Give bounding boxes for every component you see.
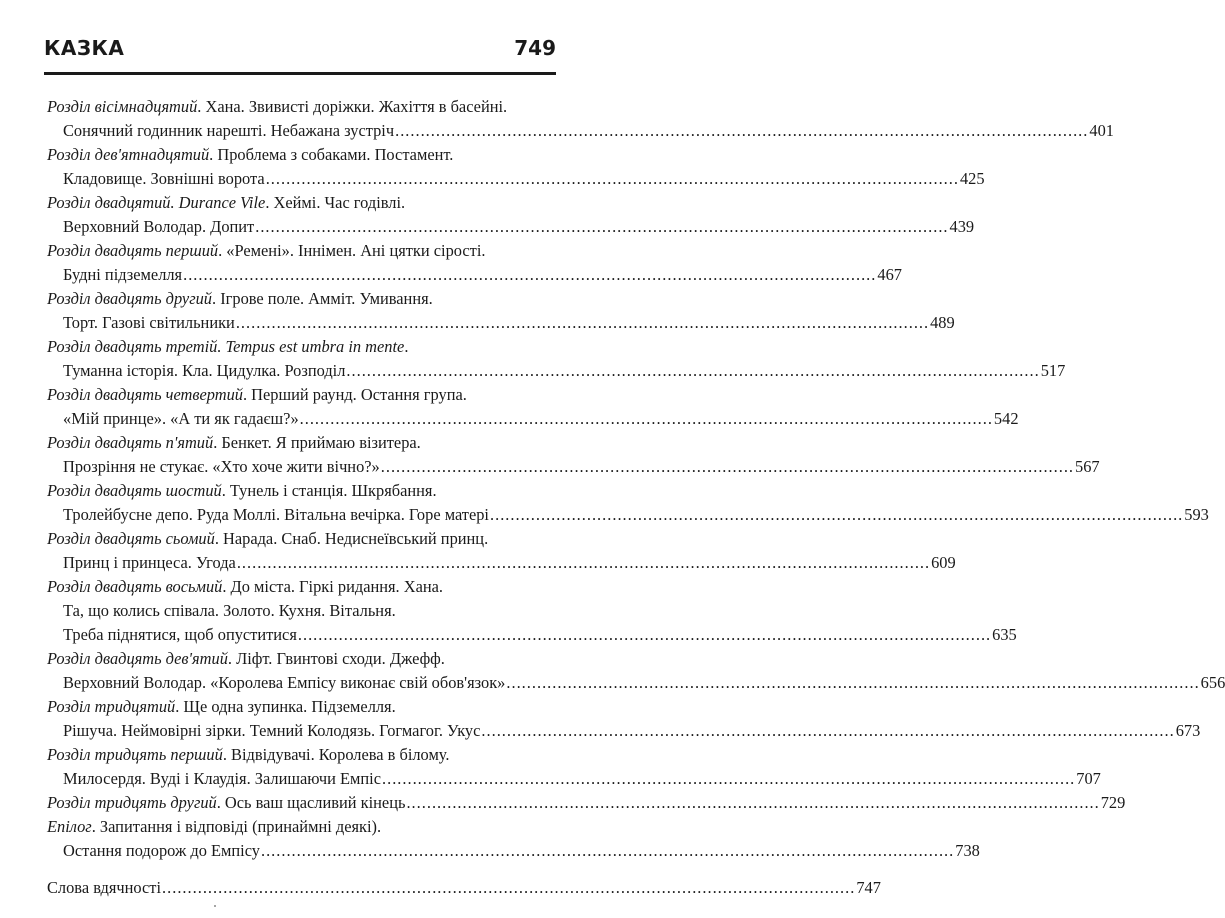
chapter-summary: . Хана. Звивисті доріжки. Жахіття в басейні. [197,97,508,116]
chapter-title: Розділ двадцять третій. Tempus est umbra in mente [47,337,405,356]
toc-entry-text: «Мій принце». «А ти як гадаєш?» [63,409,299,428]
table-of-contents [47,95,1225,900]
spacer [47,863,552,876]
toc-page-number: 609 [931,553,956,572]
dot-leader [395,119,1088,143]
toc-entry-heading [47,743,552,767]
chapter-title: Розділ двадцять дев'ятий [47,649,228,668]
toc-page-number: 425 [959,169,985,188]
chapter-title: Розділ двадцять четвертий [47,385,243,404]
toc-entry-line [47,719,1201,743]
chapter-title: Розділ двадцять восьмий [47,577,223,596]
toc-page-number: 567 [1075,457,1100,476]
toc-entry-line [47,407,1019,431]
chapter-summary: . Нарада. Снаб. Недиснеївський принц. [214,529,489,548]
dot-leader [183,263,876,287]
toc-entry-text: Слова вдячності [47,878,162,897]
toc-entry-text: Кладовище. Зовнішні ворота [63,169,265,188]
toc-entry-heading [47,815,552,839]
toc-page-number: 467 [877,265,902,284]
toc-entry-text: Будні підземелля [63,265,183,284]
dot-leader [236,311,929,335]
toc-page-number: 439 [949,217,975,236]
toc-entry-line [47,311,955,335]
print-speck [214,905,216,907]
toc-page-number: 747 [856,878,881,897]
dot-leader [261,839,954,863]
dot-leader [162,876,855,900]
dot-leader [266,167,959,191]
toc-entry-continuation: Та, що колись співала. Золото. Кухня. Вітальня. [63,601,396,620]
toc-entry-heading [47,143,552,167]
dot-leader [346,359,1039,383]
toc-entry-heading [47,335,552,359]
chapter-title: Розділ вісімнадцятий [47,97,198,116]
dot-leader [237,551,930,575]
dot-leader [381,455,1074,479]
chapter-title: Розділ двадцять другий [47,289,212,308]
toc-entry-heading [47,479,552,503]
toc-entry-line [47,767,1101,791]
toc-entry-heading [47,431,552,455]
toc-entry-heading [47,527,552,551]
toc-entry-text: Сонячний годинник нарешті. Небажана зустріч [63,121,395,140]
toc-entry-text: Треба піднятися, щоб опуститися [63,625,297,644]
book-title-header: КАЗКА [44,36,125,60]
chapter-summary: . [404,337,409,356]
toc-entry-text: Верховний Володар. Допит [63,217,255,236]
toc-page-number: 635 [992,625,1017,644]
toc-entry-heading [47,95,552,119]
toc-page-number: 542 [993,409,1019,428]
toc-page-number: 656 [1200,673,1225,692]
chapter-title: Розділ двадцятий. Durance Vile [47,193,266,212]
toc-entry-text: Милосердя. Вуді і Клаудія. Залишаючи Емпіс [63,769,381,788]
chapter-title: Розділ двадцять сьомий [47,529,215,548]
toc-entry-heading [47,191,552,215]
chapter-title: Розділ двадцять шостий [47,481,222,500]
toc-entry-text: Рішуча. Неймовірні зірки. Темний Колодязь. Гогмагог. Укус [63,721,481,740]
toc-entry-text [47,791,405,815]
toc-entry-heading [47,647,552,671]
dot-leader [481,719,1174,743]
toc-entry-heading [47,287,552,311]
toc-entry-line [47,876,881,900]
toc-entry-line [47,119,1114,143]
toc-entry-text: Торт. Газові світильники [63,313,235,332]
toc-entry-line [47,455,1100,479]
toc-entry-line [47,791,1126,815]
toc-entry-line [47,503,1209,527]
chapter-summary: . «Ремені». Іннімен. Ані цятки сірості. [218,241,486,260]
chapter-summary: . Проблема з собаками. Постамент. [209,145,454,164]
toc-entry-text: Принц і принцеса. Угода [63,553,236,572]
toc-page-number: 517 [1040,361,1066,380]
running-header [44,36,556,66]
dot-leader [406,791,1099,815]
toc-entry-heading [47,383,552,407]
toc-entry-line [47,215,975,239]
toc-entry-line [47,263,902,287]
dot-leader [506,671,1199,695]
chapter-title: Розділ тридцятий [47,697,176,716]
toc-entry-line [47,671,1225,695]
chapter-title: Розділ тридцять другий [47,793,217,812]
toc-page-number: 401 [1089,121,1114,140]
toc-entry-heading [47,575,552,599]
toc-entry-heading [47,239,552,263]
toc-entry-line [47,839,980,863]
toc-page-number: 707 [1076,769,1101,788]
toc-entry-heading [47,695,552,719]
toc-entry-line [47,551,956,575]
dot-leader [298,623,991,647]
dot-leader [490,503,1183,527]
dot-leader [382,767,1075,791]
chapter-title: Розділ дев'ятнадцятий [47,145,210,164]
chapter-summary: . Хеймі. Час годівлі. [265,193,406,212]
toc-entry-text: Остання подорож до Емпісу [63,841,260,860]
dot-leader [255,215,948,239]
chapter-summary: . Тунель і станція. Шкрябання. [221,481,437,500]
toc-page-number: 738 [955,841,980,860]
chapter-summary: . Ігрове поле. Амміт. Умивання. [212,289,433,308]
header-rule [44,72,556,75]
toc-entry-text: Тролейбусне депо. Руда Моллі. Вітальна вечірка. Горе матері [63,505,489,524]
chapter-title: Розділ тридцять перший [47,745,223,764]
page-number-header: 749 [514,36,556,60]
toc-entry-line [47,167,985,191]
toc-page-number: 673 [1175,721,1201,740]
chapter-title: Розділ двадцять п'ятий [47,433,214,452]
chapter-summary: . Ось ваш щасливий кінець [216,793,406,812]
toc-page-number: 729 [1100,793,1126,812]
chapter-summary: . Ще одна зупинка. Підземелля. [175,697,396,716]
toc-entry-text: Туманна історія. Кла. Цидулка. Розподіл [63,361,346,380]
chapter-title: Епілог [47,817,92,836]
chapter-summary: . Відвідувачі. Королева в білому. [222,745,450,764]
toc-entry-text: Прозріння не стукає. «Хто хоче жити вічно?» [63,457,380,476]
dot-leader [300,407,993,431]
toc-entry-text: Верховний Володар. «Королева Емпісу виконає свій обов'язок» [63,673,506,692]
chapter-summary: . Перший раунд. Остання група. [242,385,467,404]
chapter-summary: . Бенкет. Я приймаю візитера. [213,433,421,452]
chapter-summary: . До міста. Гіркі ридання. Хана. [222,577,444,596]
toc-entry-line [47,623,1017,647]
chapter-summary: . Ліфт. Гвинтові сходи. Джефф. [227,649,445,668]
toc-page-number: 489 [930,313,955,332]
chapter-title: Розділ двадцять перший [47,241,219,260]
toc-page-number: 593 [1184,505,1209,524]
chapter-summary: . Запитання і відповіді (принаймні деякі). [91,817,382,836]
toc-entry-line [47,359,1066,383]
